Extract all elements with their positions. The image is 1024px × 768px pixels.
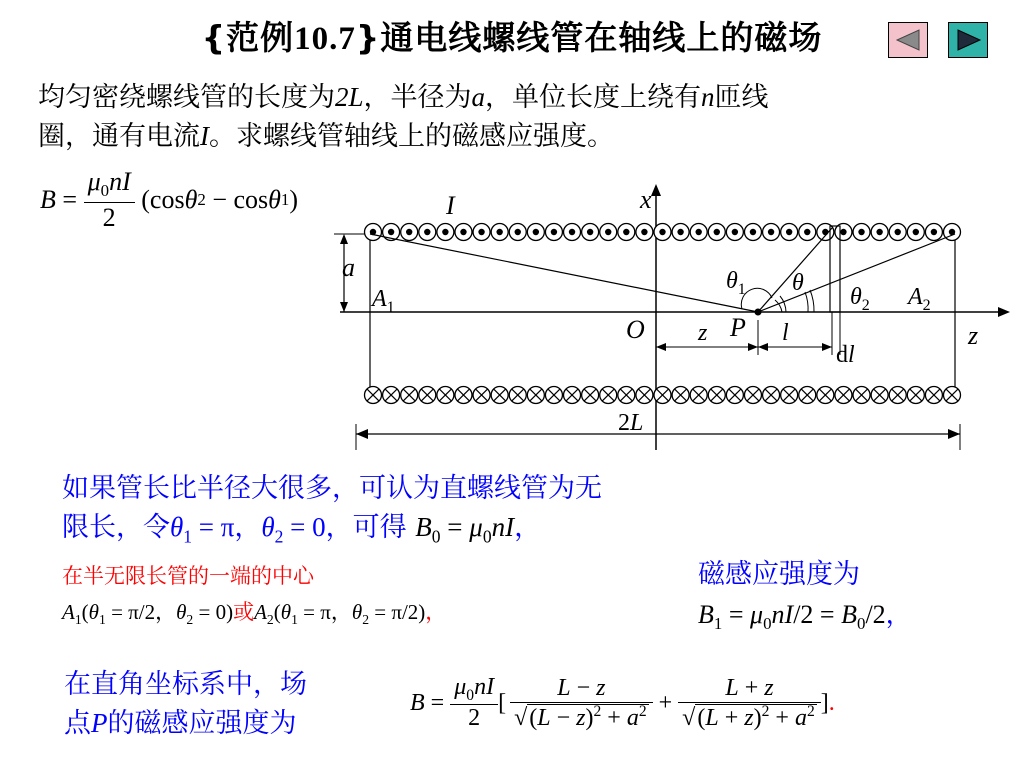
coil-cross-icon — [564, 387, 581, 404]
problem-text: 圈，通有电流 — [38, 121, 200, 152]
coil-cross-icon — [491, 387, 508, 404]
coil-cross-icon — [509, 387, 526, 404]
prev-slide-button[interactable] — [888, 22, 928, 58]
formula-bottom: B = $\frac{\mu_0nI}{2}$ [ $\frac{L - z}{√(L - z)^2 + a^2}$ + $\frac{L + z}{√(L + z)^2 + a^2}$ ] . — [410, 673, 835, 732]
problem-text: 匝线 — [714, 82, 769, 113]
B1-label: 磁感应强度为 — [698, 559, 860, 590]
coil-cross-icon — [636, 387, 653, 404]
endpoint-formula: $A_1(\theta_1 = \pi/2$，$\theta_2 = 0$)或$A_2(\theta_1 = \pi$，$\theta_2 = \pi/2$)， — [62, 600, 447, 628]
formula-fraction — [84, 167, 135, 232]
B0-formula: $B_0 = \mu_0nI$ — [415, 512, 515, 547]
coil-dot-icon — [799, 224, 816, 241]
coil-cross-icon — [473, 387, 490, 404]
coil-cross-icon — [672, 387, 689, 404]
bottom-winding-row — [365, 387, 961, 404]
coil-cross-icon — [419, 387, 436, 404]
coil-cross-icon — [907, 387, 924, 404]
theta-condition: $\theta_1 = \pi$，$\theta_2 = 0$， — [170, 512, 353, 547]
title-prefix: {范例 — [201, 18, 295, 57]
label-2L: 2L — [618, 410, 644, 436]
label-A2: $A_2$ — [908, 284, 931, 314]
coil-dot-icon — [708, 224, 725, 241]
var-n: n — [701, 82, 715, 112]
coil-dot-icon — [871, 224, 888, 241]
label-z-length: z — [698, 320, 708, 346]
coil-dot-icon — [654, 224, 671, 241]
cartesian-text — [64, 666, 384, 743]
label-dl: dl — [836, 342, 855, 368]
infinite-solenoid-text — [62, 470, 782, 555]
top-winding-row — [365, 224, 961, 241]
coil-dot-icon — [473, 224, 490, 241]
cartesian-text-line-2 — [64, 704, 384, 743]
coil-dot-icon — [618, 224, 635, 241]
page-title — [0, 12, 1024, 59]
coil-cross-icon — [708, 387, 725, 404]
bottom-term2-fraction: $\frac{L + z}{√(L + z)^2 + a^2}$ — [678, 675, 821, 732]
coil-cross-icon — [781, 387, 798, 404]
coil-dot-icon — [401, 224, 418, 241]
coil-dot-icon — [437, 224, 454, 241]
coil-cross-icon — [455, 387, 472, 404]
formula-top: B = $\frac{\mu_0nI}{2}$ (cos θ 2 − cos θ 1 ) — [40, 167, 299, 232]
coil-dot-icon — [672, 224, 689, 241]
coil-dot-icon — [889, 224, 906, 241]
coil-dot-icon — [564, 224, 581, 241]
triangle-right-icon — [953, 27, 983, 53]
title-suffix: }通电线螺线管在轴线上的磁场 — [355, 18, 823, 57]
line-to-A1-edge — [370, 234, 758, 312]
label-theta: θ — [792, 270, 804, 296]
B1-formula: $B_1 = \mu_0nI/2 = B_0/2$， — [698, 600, 912, 634]
coil-dot-icon — [636, 224, 653, 241]
coil-cross-icon — [763, 387, 780, 404]
coil-dot-icon — [600, 224, 617, 241]
label-x-axis: x — [640, 185, 652, 214]
problem-text: ，单位长度上绕有 — [485, 82, 702, 113]
coil-dot-icon — [744, 224, 761, 241]
coil-cross-icon — [925, 387, 942, 404]
label-origin: O — [626, 315, 645, 344]
var-2L: 2L — [335, 82, 364, 112]
label-radius: a — [342, 253, 355, 282]
bottom-term1-fraction: $\frac{L - z}{√(L - z)^2 + a^2}$ — [510, 675, 653, 732]
coil-cross-icon — [871, 387, 888, 404]
coil-dot-icon — [853, 224, 870, 241]
coil-cross-icon — [744, 387, 761, 404]
coil-dot-icon — [763, 224, 780, 241]
coil-dot-icon — [509, 224, 526, 241]
coil-cross-icon — [654, 387, 671, 404]
coil-dot-icon — [690, 224, 707, 241]
coil-cross-icon — [853, 387, 870, 404]
coil-dot-icon — [455, 224, 472, 241]
label-point-P: P — [730, 313, 746, 342]
problem-text: ，半径为 — [363, 82, 472, 113]
coil-cross-icon — [817, 387, 834, 404]
coil-cross-icon — [690, 387, 707, 404]
cartesian-text: 的磁感应强度为 — [107, 708, 297, 739]
infinite-text-line-1: 如果管长比半径大很多，可认为直螺线管为无 — [62, 473, 602, 504]
solenoid-diagram — [320, 180, 1020, 460]
formula-lhs: B — [40, 185, 56, 214]
coil-cross-icon — [944, 387, 961, 404]
coil-dot-icon — [365, 224, 382, 241]
problem-line-1 — [38, 78, 998, 117]
coil-dot-icon — [527, 224, 544, 241]
coil-dot-icon — [925, 224, 942, 241]
coil-dot-icon — [781, 224, 798, 241]
endpoint-comma: ， — [425, 600, 447, 624]
formula-denominator: 2 — [102, 202, 116, 232]
coil-dot-icon — [726, 224, 743, 241]
point-P — [755, 309, 762, 316]
var-I: I — [200, 121, 209, 151]
z-axis-arrow — [998, 307, 1010, 317]
var-P: P — [91, 708, 108, 738]
coil-dot-icon — [582, 224, 599, 241]
coil-cross-icon — [600, 387, 617, 404]
label-theta2: $\theta_2$ — [850, 284, 870, 314]
coil-cross-icon — [618, 387, 635, 404]
x-axis-arrow — [651, 184, 661, 196]
semi-infinite-text: 在半无限长管的一端的中心 — [62, 564, 314, 588]
or-word: 或 — [233, 600, 255, 624]
problem-text: 均匀密绕螺线管的长度为 — [38, 82, 335, 113]
coil-cross-icon — [401, 387, 418, 404]
cartesian-text-line-1: 在直角坐标系中，场 — [64, 669, 307, 700]
coil-cross-icon — [437, 387, 454, 404]
coil-cross-icon — [889, 387, 906, 404]
coil-dot-icon — [419, 224, 436, 241]
label-current: I — [446, 191, 455, 220]
coil-cross-icon — [527, 387, 544, 404]
infinite-text-line-2: 限长，令$\theta_1 = \pi$，$\theta_2 = 0$，可得 $B_0 = \mu_0nI$， — [62, 512, 542, 547]
coil-cross-icon — [726, 387, 743, 404]
label-l-length: l — [782, 320, 789, 346]
problem-line-2 — [38, 117, 998, 156]
problem-text: 。求螺线管轴线上的磁感应强度。 — [209, 121, 614, 152]
coil-cross-icon — [835, 387, 852, 404]
triangle-left-icon — [893, 27, 923, 53]
infinite-text: 限长，令 — [62, 512, 170, 543]
infinite-text: 可得 — [352, 512, 407, 543]
label-z-axis: z — [968, 321, 979, 350]
next-slide-button[interactable] — [948, 22, 988, 58]
cartesian-text: 点 — [64, 708, 91, 739]
coil-cross-icon — [383, 387, 400, 404]
coil-cross-icon — [582, 387, 599, 404]
coil-cross-icon — [365, 387, 382, 404]
coil-cross-icon — [799, 387, 816, 404]
label-A1: $A_1$ — [372, 286, 395, 316]
coil-dot-icon — [545, 224, 562, 241]
formula-numerator: $\mu_0nI$ — [84, 167, 135, 202]
bottom-coef-fraction: $\frac{\mu_0nI}{2}$ — [450, 674, 498, 733]
coil-cross-icon — [545, 387, 562, 404]
title-number: 10.7 — [294, 21, 356, 57]
label-theta1: $\theta_1$ — [726, 268, 746, 298]
coil-dot-icon — [491, 224, 508, 241]
problem-statement — [38, 78, 998, 156]
var-a: a — [471, 82, 486, 112]
coil-dot-icon — [907, 224, 924, 241]
